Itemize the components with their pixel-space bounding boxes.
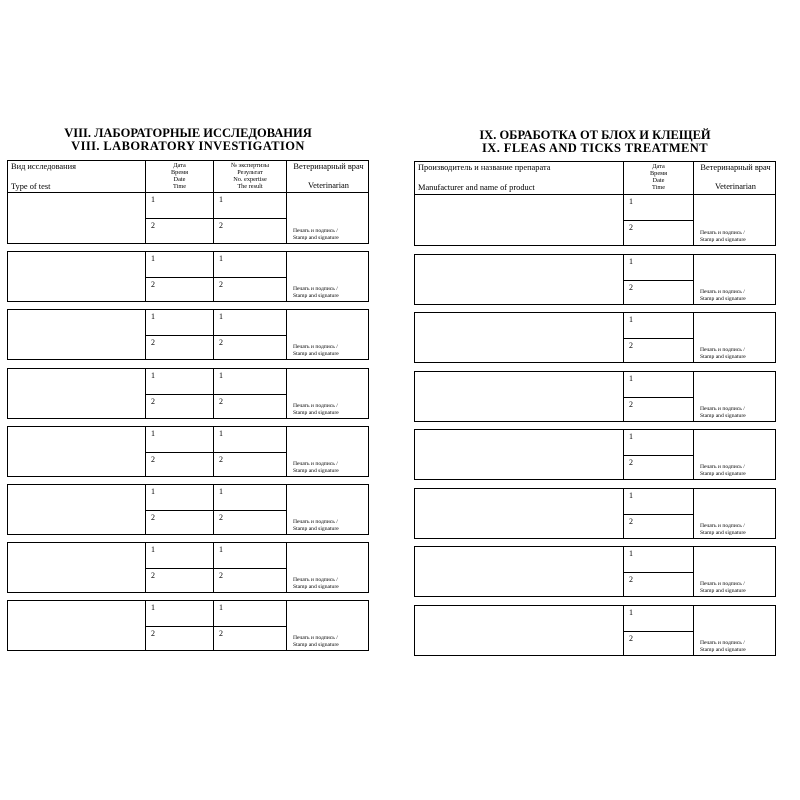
stamp-label-ru: Печать и подпись / (293, 403, 338, 409)
vet-header-en: Veterinarian (715, 182, 756, 191)
stamp-label-ru: Печать и подпись / (293, 577, 338, 583)
stamp-label-en: Stamp and signature (700, 236, 746, 243)
row-number: 1 (151, 603, 155, 612)
stamp-label-ru: Печать и подпись / (700, 230, 745, 236)
entry-type-field[interactable] (8, 427, 145, 476)
entry-block (7, 368, 369, 419)
row-number: 1 (151, 487, 155, 496)
stamp-label-en: Stamp and signature (293, 641, 339, 648)
date-field-1[interactable] (145, 543, 213, 568)
result-field-1[interactable] (213, 543, 286, 568)
veterinarian-signature-field[interactable] (286, 193, 370, 243)
stamp-signature-label (293, 228, 339, 241)
stamp-label-ru: Печать и подпись / (700, 347, 745, 353)
stamp-label-ru: Печать и подпись / (293, 344, 338, 350)
row-number: 2 (629, 574, 633, 584)
entry-type-field[interactable] (415, 195, 623, 245)
row-number: 2 (219, 454, 223, 464)
row-number: 1 (219, 195, 223, 204)
stamp-label-ru: Печать и подпись / (700, 640, 745, 646)
date-field-1[interactable] (145, 485, 213, 510)
column-header-ru: Вид исследования (11, 162, 76, 171)
stamp-label-en: Stamp and signature (700, 529, 746, 536)
stamp-label-en: Stamp and signature (700, 412, 746, 419)
stamp-label-en: Stamp and signature (293, 234, 339, 241)
result-field-2[interactable] (213, 218, 286, 243)
stamp-label-ru: Печать и подпись / (293, 519, 338, 525)
entry-type-field[interactable] (8, 601, 145, 650)
veterinarian-signature-field[interactable] (286, 601, 370, 650)
row-number: 1 (151, 371, 155, 380)
date-field-1[interactable] (145, 252, 213, 277)
stamp-signature-label (700, 640, 746, 653)
entry-type-field[interactable] (415, 547, 623, 596)
date-field-1[interactable] (145, 369, 213, 394)
stamp-label-ru: Печать и подпись / (293, 635, 338, 641)
date-field-2[interactable] (623, 514, 693, 539)
row-number: 2 (151, 337, 155, 347)
entry-type-field[interactable] (8, 252, 145, 301)
vet-header-en: Veterinarian (308, 181, 349, 190)
section-title-en: IX. FLEAS AND TICKS TREATMENT (482, 141, 708, 155)
result-field-1[interactable] (213, 369, 286, 394)
left-section-title (7, 127, 369, 153)
right-page (414, 0, 776, 800)
stamp-signature-label (293, 577, 339, 590)
date-header-line: Время (170, 169, 189, 176)
entry-type-field[interactable] (8, 193, 145, 243)
veterinarian-signature-field[interactable] (286, 252, 370, 301)
right-section-title (414, 129, 776, 155)
date-field-1[interactable] (623, 313, 693, 338)
result-header-line: The result (237, 183, 263, 190)
stamp-label-en: Stamp and signature (293, 525, 339, 532)
result-field-1[interactable] (213, 601, 286, 626)
stamp-label-ru: Печать и подпись / (700, 289, 745, 295)
left-table-header (7, 160, 369, 193)
entry-type-field[interactable] (8, 485, 145, 534)
entry-block (414, 371, 776, 422)
stamp-label-en: Stamp and signature (700, 353, 746, 360)
result-field-1[interactable] (213, 193, 286, 218)
row-number: 1 (629, 257, 633, 266)
row-number: 1 (629, 315, 633, 324)
date-field-1[interactable] (145, 601, 213, 626)
entry-block (414, 312, 776, 363)
result-field-2[interactable] (213, 452, 286, 477)
date-header-line: Дата (652, 163, 665, 170)
result-field-2[interactable] (213, 568, 286, 593)
veterinarian-signature-field[interactable] (693, 255, 777, 304)
date-field-2[interactable] (145, 626, 213, 651)
stamp-label-en: Stamp and signature (700, 470, 746, 477)
entry-block (7, 542, 369, 593)
result-field-1[interactable] (213, 427, 286, 452)
row-number: 2 (219, 221, 223, 230)
column-header-date (145, 161, 213, 192)
row-number: 1 (219, 429, 223, 438)
row-number: 2 (151, 279, 155, 289)
row-number: 1 (151, 429, 155, 438)
stamp-label-en: Stamp and signature (700, 295, 746, 302)
row-number: 2 (629, 633, 633, 643)
row-number: 1 (151, 195, 155, 204)
row-number: 1 (151, 254, 155, 263)
row-number: 2 (151, 570, 155, 580)
date-header-line: Time (172, 183, 187, 190)
stamp-label-ru: Печать и подпись / (293, 286, 338, 292)
row-number: 1 (219, 312, 223, 321)
result-field-2[interactable] (213, 510, 286, 535)
veterinarian-signature-field[interactable] (693, 313, 777, 362)
date-header-line: Date (173, 176, 186, 183)
result-header-line: No. expertise (233, 176, 267, 183)
entry-block (414, 605, 776, 656)
stamp-signature-label (700, 289, 746, 302)
stamp-label-ru: Печать и подпись / (700, 464, 745, 470)
row-number: 1 (219, 545, 223, 554)
entry-block (7, 426, 369, 477)
right-table-header (414, 161, 776, 195)
date-field-2[interactable] (623, 455, 693, 480)
date-field-2[interactable] (145, 218, 213, 243)
date-field-2[interactable] (623, 220, 693, 245)
row-number: 1 (629, 549, 633, 558)
stamp-label-en: Stamp and signature (293, 409, 339, 416)
row-number: 1 (219, 603, 223, 612)
entry-block (414, 429, 776, 480)
row-number: 2 (629, 516, 633, 526)
veterinarian-signature-field[interactable] (693, 195, 777, 245)
date-field-2[interactable] (623, 397, 693, 422)
row-number: 1 (629, 491, 633, 500)
date-field-1[interactable] (623, 195, 693, 220)
row-number: 1 (151, 545, 155, 554)
stamp-label-ru: Печать и подпись / (293, 461, 338, 467)
row-number: 2 (151, 628, 155, 638)
stamp-signature-label (700, 347, 746, 360)
section-title-ru: VIII. ЛАБОРАТОРНЫЕ ИССЛЕДОВАНИЯ (64, 126, 312, 140)
date-field-1[interactable] (145, 310, 213, 335)
veterinarian-signature-field[interactable] (286, 369, 370, 418)
result-field-2[interactable] (213, 335, 286, 360)
date-field-2[interactable] (623, 631, 693, 656)
stamp-signature-label (700, 464, 746, 477)
result-header-line: № экспертизы (230, 162, 270, 169)
row-number: 1 (629, 608, 633, 617)
result-field-2[interactable] (213, 394, 286, 419)
entry-block (7, 600, 369, 651)
date-field-2[interactable] (623, 280, 693, 305)
column-header-en: Manufacturer and name of product (418, 183, 535, 192)
entry-type-field[interactable] (415, 489, 623, 538)
entry-block (414, 254, 776, 305)
stamp-label-ru: Печать и подпись / (700, 581, 745, 587)
entry-type-field[interactable] (415, 313, 623, 362)
section-title-en: VIII. LABORATORY INVESTIGATION (71, 139, 305, 153)
row-number: 2 (219, 337, 223, 347)
stamp-label-ru: Печать и подпись / (700, 523, 745, 529)
column-header-veterinarian (693, 162, 777, 194)
veterinarian-signature-field[interactable] (693, 372, 777, 421)
entry-type-field[interactable] (8, 369, 145, 418)
column-header-ru: Производитель и название препарата (418, 163, 551, 172)
row-number: 2 (629, 457, 633, 467)
entry-type-field[interactable] (8, 310, 145, 359)
result-field-2[interactable] (213, 277, 286, 302)
entry-block (414, 194, 776, 246)
entry-block (7, 192, 369, 244)
row-number: 1 (219, 371, 223, 380)
stamp-label-en: Stamp and signature (293, 350, 339, 357)
vet-header-ru: Ветеринарный врач (293, 162, 364, 171)
veterinarian-signature-field[interactable] (693, 606, 777, 655)
date-header-line: Date (652, 177, 665, 184)
veterinarian-signature-field[interactable] (693, 489, 777, 538)
row-number: 2 (151, 512, 155, 522)
stamp-signature-label (700, 581, 746, 594)
date-field-1[interactable] (145, 193, 213, 218)
row-number: 2 (151, 221, 155, 230)
vet-header-ru: Ветеринарный врач (700, 163, 771, 172)
row-number: 2 (629, 340, 633, 350)
date-field-1[interactable] (145, 427, 213, 452)
column-header-en: Type of test (11, 182, 51, 191)
date-field-1[interactable] (623, 372, 693, 397)
left-page (7, 0, 369, 800)
stamp-signature-label (293, 635, 339, 648)
date-field-1[interactable] (623, 489, 693, 514)
result-field-2[interactable] (213, 626, 286, 651)
date-field-1[interactable] (623, 547, 693, 572)
row-number: 2 (219, 512, 223, 522)
stamp-label-ru: Печать и подпись / (293, 228, 338, 234)
date-header-line: Time (651, 184, 666, 191)
stamp-label-en: Stamp and signature (293, 467, 339, 474)
stamp-label-ru: Печать и подпись / (700, 406, 745, 412)
row-number: 2 (219, 628, 223, 638)
veterinarian-signature-field[interactable] (286, 310, 370, 359)
stamp-label-en: Stamp and signature (293, 583, 339, 590)
stamp-signature-label (293, 403, 339, 416)
entry-block (7, 484, 369, 535)
stamp-signature-label (293, 461, 339, 474)
entry-block (414, 488, 776, 539)
row-number: 2 (219, 279, 223, 289)
column-header-type (8, 161, 145, 192)
date-field-2[interactable] (145, 510, 213, 535)
date-field-2[interactable] (145, 394, 213, 419)
entry-block (7, 309, 369, 360)
result-field-1[interactable] (213, 310, 286, 335)
date-field-1[interactable] (623, 430, 693, 455)
column-header-result (213, 161, 286, 192)
date-header-line: Дата (173, 162, 186, 169)
column-header-date (623, 162, 693, 194)
date-field-2[interactable] (623, 572, 693, 597)
stamp-signature-label (293, 519, 339, 532)
entry-type-field[interactable] (415, 255, 623, 304)
date-field-1[interactable] (623, 606, 693, 631)
entry-block (7, 251, 369, 302)
date-header-line: Время (649, 170, 668, 177)
entry-type-field[interactable] (8, 543, 145, 592)
result-header-line: Результат (237, 169, 263, 176)
row-number: 2 (151, 454, 155, 464)
date-field-1[interactable] (623, 255, 693, 280)
column-header-type (415, 162, 623, 194)
veterinarian-signature-field[interactable] (286, 543, 370, 592)
date-field-2[interactable] (145, 335, 213, 360)
row-number: 2 (629, 399, 633, 409)
row-number: 2 (219, 570, 223, 580)
entry-type-field[interactable] (415, 606, 623, 655)
date-field-2[interactable] (145, 568, 213, 593)
stamp-label-en: Stamp and signature (293, 292, 339, 299)
row-number: 1 (629, 374, 633, 383)
column-header-veterinarian (286, 161, 370, 192)
row-number: 1 (151, 312, 155, 321)
row-number: 2 (151, 396, 155, 406)
row-number: 2 (219, 396, 223, 406)
entry-block (414, 546, 776, 597)
date-field-2[interactable] (145, 277, 213, 302)
row-number: 1 (629, 432, 633, 441)
veterinarian-signature-field[interactable] (286, 427, 370, 476)
stamp-label-en: Stamp and signature (700, 646, 746, 653)
veterinarian-signature-field[interactable] (693, 547, 777, 596)
result-field-1[interactable] (213, 252, 286, 277)
date-field-2[interactable] (145, 452, 213, 477)
row-number: 1 (629, 197, 633, 206)
section-title-ru: IX. ОБРАБОТКА ОТ БЛОХ И КЛЕЩЕЙ (479, 128, 711, 142)
row-number: 2 (629, 282, 633, 292)
veterinarian-signature-field[interactable] (693, 430, 777, 479)
veterinarian-signature-field[interactable] (286, 485, 370, 534)
stamp-signature-label (700, 523, 746, 536)
stamp-signature-label (700, 406, 746, 419)
row-number: 1 (219, 487, 223, 496)
date-field-2[interactable] (623, 338, 693, 363)
result-field-1[interactable] (213, 485, 286, 510)
stamp-signature-label (293, 344, 339, 357)
stamp-label-en: Stamp and signature (700, 587, 746, 594)
row-number: 1 (219, 254, 223, 263)
stamp-signature-label (700, 230, 746, 243)
stamp-signature-label (293, 286, 339, 299)
entry-type-field[interactable] (415, 372, 623, 421)
row-number: 2 (629, 223, 633, 232)
entry-type-field[interactable] (415, 430, 623, 479)
